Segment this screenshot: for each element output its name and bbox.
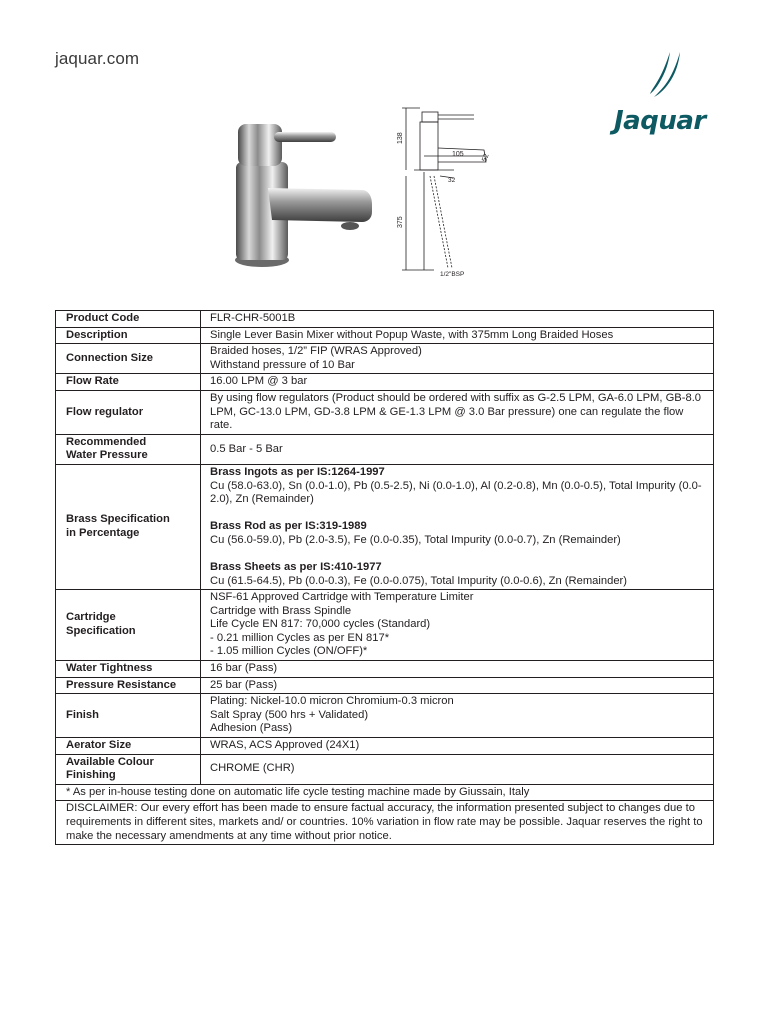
finish-line: Plating: Nickel-10.0 micron Chromium-0.3 micron — [210, 695, 454, 708]
table-row — [56, 661, 714, 678]
label-line: in Percentage — [66, 527, 140, 540]
table-row — [56, 801, 714, 845]
spec-table — [55, 310, 714, 845]
brass-rod-heading: Brass Rod as per IS:319-1989 — [210, 520, 367, 533]
label-pressure-resistance: Pressure Resistance — [56, 677, 201, 694]
value-brass-spec — [201, 464, 714, 589]
footnote: * As per in-house testing done on automatic life cycle testing machine made by Giussain, Italy — [56, 784, 714, 801]
logo-wordmark: Jaquar — [614, 106, 706, 136]
value-flow-regulator: By using flow regulators (Product should be ordered with suffix as G-2.5 LPM, GA-6.0 LPM, GB-8.0 LPM, GC-13.0 LPM, GD-3.8 LPM & GE-1.3 LPM @ 3.0 Bar pressure) one can regulate the flow rate. — [201, 390, 714, 434]
label-line: Finishing — [66, 769, 116, 782]
value-flow-rate: 16.00 LPM @ 3 bar — [201, 374, 714, 391]
dim-spout: 105 — [452, 151, 464, 158]
label-aerator-size: Aerator Size — [56, 738, 201, 755]
label-brass-spec — [56, 464, 201, 589]
label-line: Recommended — [66, 435, 147, 448]
label-water-pressure — [56, 434, 201, 464]
dimension-drawing — [394, 104, 504, 280]
finish-line: Salt Spray (500 hrs + Validated) — [210, 708, 369, 721]
label-product-code: Product Code — [56, 311, 201, 328]
cartridge-line: - 1.05 million Cycles (ON/OFF)* — [210, 645, 368, 658]
brand-logo — [610, 50, 718, 142]
brass-sheets-heading: Brass Sheets as per IS:410-1977 — [210, 560, 382, 573]
dim-hose: 375 — [397, 216, 404, 228]
table-row — [56, 327, 714, 344]
brass-ingots-text: Cu (58.0-63.0), Sn (0.0-1.0), Pb (0.5-2.5), Ni (0.0-1.0), Al (0.2-0.8), Mn (0.0-0.5), Total Impurity (0.0-2.0), Zn (Remainder) — [210, 479, 702, 506]
dim-base: 32 — [448, 177, 456, 184]
logo-mark-icon — [610, 50, 718, 110]
table-row — [56, 390, 714, 434]
table-row — [56, 374, 714, 391]
label-flow-rate: Flow Rate — [56, 374, 201, 391]
connection-line: Withstand pressure of 10 Bar — [210, 358, 355, 371]
value-colour: CHROME (CHR) — [201, 754, 714, 784]
value-cartridge — [201, 590, 714, 661]
table-row — [56, 344, 714, 374]
value-aerator-size: WRAS, ACS Approved (24X1) — [201, 738, 714, 755]
site-url: jaquar.com — [55, 49, 140, 68]
table-row — [56, 434, 714, 464]
brass-rod-text: Cu (56.0-59.0), Pb (2.0-3.5), Fe (0.0-0.35), Total Impurity (0.0-0.7), Zn (Remainder) — [210, 533, 621, 546]
table-row — [56, 784, 714, 801]
table-row — [56, 738, 714, 755]
dim-height-top: 138 — [397, 132, 404, 144]
value-pressure-resistance: 25 bar (Pass) — [201, 677, 714, 694]
label-description: Description — [56, 327, 201, 344]
value-description: Single Lever Basin Mixer without Popup Waste, with 375mm Long Braided Hoses — [201, 327, 714, 344]
value-finish — [201, 694, 714, 738]
brass-sheets-text: Cu (61.5-64.5), Pb (0.0-0.3), Fe (0.0-0.075), Total Impurity (0.0-0.6), Zn (Remainder) — [210, 574, 628, 587]
connection-line: Braided hoses, 1/2” FIP (WRAS Approved) — [210, 345, 422, 358]
label-line: Specification — [66, 625, 136, 638]
cartridge-line: - 0.21 million Cycles as per EN 817* — [210, 631, 390, 644]
cartridge-line: Life Cycle EN 817: 70,000 cycles (Standard) — [210, 618, 431, 631]
label-finish: Finish — [56, 694, 201, 738]
label-water-tightness: Water Tightness — [56, 661, 201, 678]
table-row — [56, 590, 714, 661]
label-colour — [56, 754, 201, 784]
label-line: Brass Specification — [66, 513, 170, 526]
label-line: Cartridge — [66, 611, 116, 624]
label-line: Available Colour — [66, 755, 154, 768]
table-row — [56, 754, 714, 784]
label-line: Water Pressure — [66, 449, 148, 462]
table-row — [56, 677, 714, 694]
table-row — [56, 311, 714, 328]
cartridge-line: Cartridge with Brass Spindle — [210, 604, 352, 617]
table-row — [56, 464, 714, 589]
value-water-tightness: 16 bar (Pass) — [201, 661, 714, 678]
table-row — [56, 694, 714, 738]
value-water-pressure: 0.5 Bar - 5 Bar — [201, 434, 714, 464]
product-photo — [222, 104, 382, 274]
label-cartridge — [56, 590, 201, 661]
label-connection-size: Connection Size — [56, 344, 201, 374]
value-connection-size — [201, 344, 714, 374]
brass-ingots-heading: Brass Ingots as per IS:1264-1997 — [210, 465, 385, 478]
finish-line: Adhesion (Pass) — [210, 722, 293, 735]
dim-angle: 52 — [481, 152, 491, 163]
dim-thread: 1/2"BSP — [440, 271, 465, 278]
value-product-code: FLR-CHR-5001B — [201, 311, 714, 328]
disclaimer: DISCLAIMER: Our every effort has been made to ensure factual accuracy, the information presented subject to changes due to requirements in different sites, markets and/ or countries. 10% variation in flow rate may be possible. Jaquar reserves the right to make the necessary amendments at any time without prior notice. — [56, 801, 714, 845]
cartridge-line: NSF-61 Approved Cartridge with Temperature Limiter — [210, 591, 474, 604]
label-flow-regulator: Flow regulator — [56, 390, 201, 434]
